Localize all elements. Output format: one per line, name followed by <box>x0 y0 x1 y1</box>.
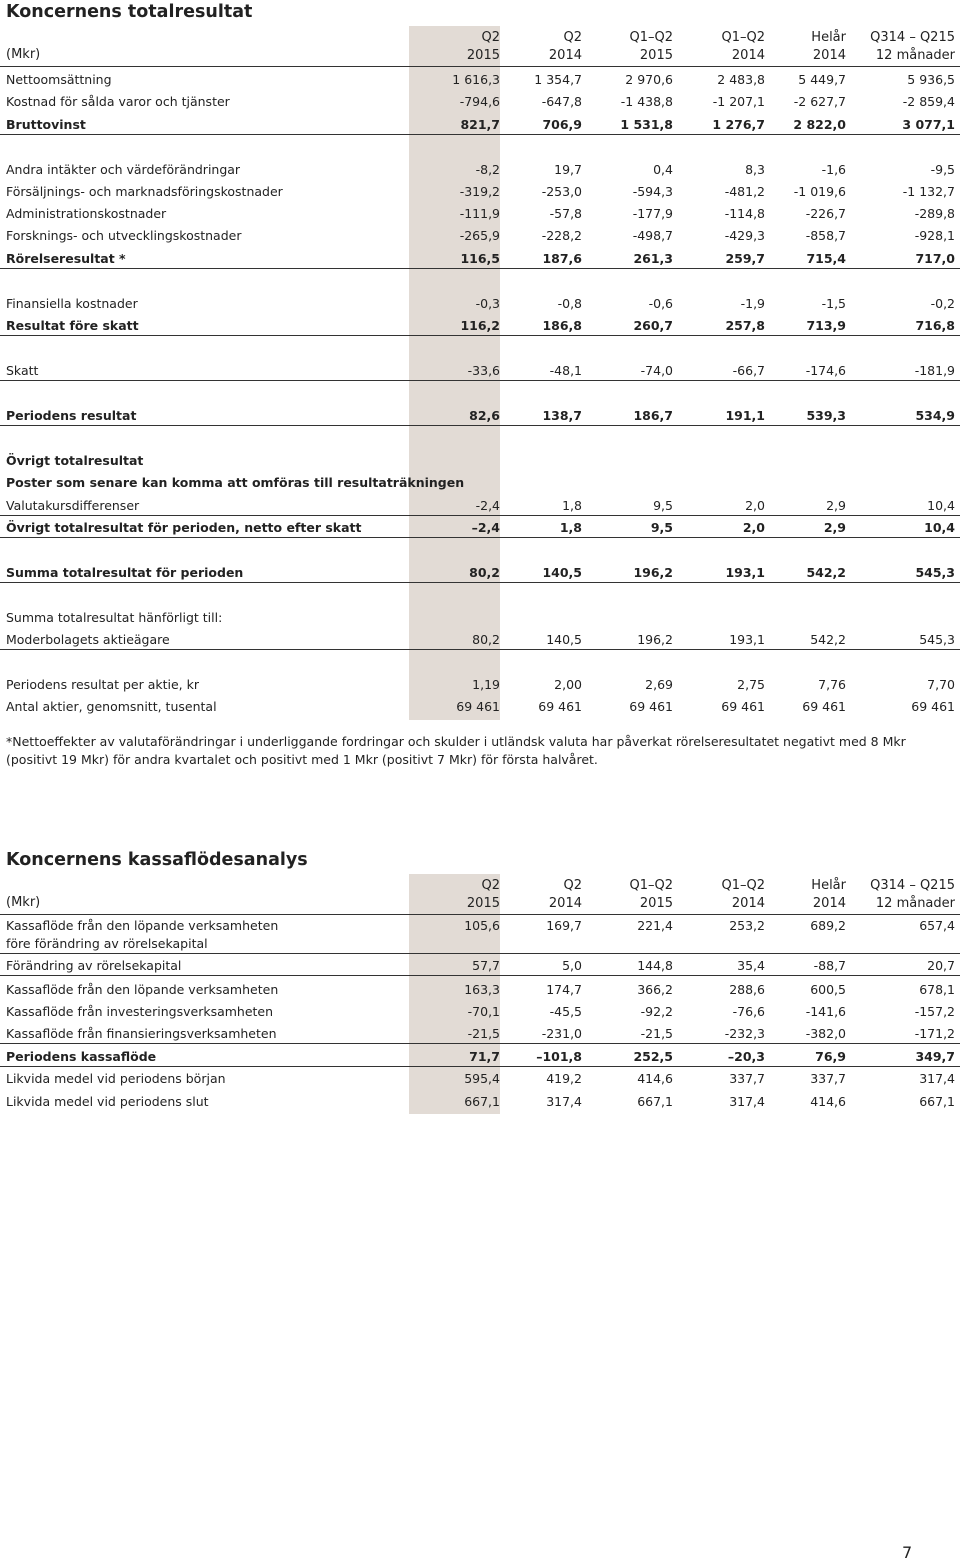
cell-value: 1,8 <box>559 520 582 535</box>
cell-value: 595,4 <box>464 1071 500 1086</box>
income-row <box>0 630 960 650</box>
cell-value: 1 276,7 <box>712 117 765 132</box>
income-row <box>0 473 960 493</box>
page-number: 7 <box>902 1543 913 1562</box>
row-label: Övrigt totalresultat för perioden, netto efter skatt <box>6 520 362 535</box>
column-header: Q314 – Q215 12 månader <box>870 878 955 911</box>
row-divider <box>0 380 960 381</box>
row-divider <box>0 649 960 650</box>
row-label: Moderbolagets aktieägare <box>6 632 170 647</box>
column-header: Q1–Q2 2015 <box>629 878 673 911</box>
cell-value: 193,1 <box>729 632 765 647</box>
cell-value: 366,2 <box>637 982 673 997</box>
cell-value: 2 483,8 <box>717 72 765 87</box>
cell-value: 186,7 <box>633 408 673 423</box>
cell-value: 9,5 <box>653 498 673 513</box>
header-underline <box>0 66 960 67</box>
cell-value: -114,8 <box>724 206 765 221</box>
cell-value: 80,2 <box>472 632 500 647</box>
cell-value: 657,4 <box>919 918 955 933</box>
cell-value: 252,5 <box>633 1049 673 1064</box>
cell-value: 667,1 <box>919 1094 955 1109</box>
row-label: Poster som senare kan komma att omföras till resultaträkningen <box>6 475 465 490</box>
row-divider <box>0 975 960 976</box>
cell-value: -21,5 <box>467 1026 500 1041</box>
cell-value: 116,2 <box>460 318 500 333</box>
cell-value: 193,1 <box>725 565 765 580</box>
income-row <box>0 115 960 135</box>
cashflow-row <box>0 1069 960 1089</box>
footnote: *Nettoeffekter av valutaförändringar i underliggande fordringar och skulder i utländsk valuta har påverkat rörelseresultatet negativt med 8 Mkr (positivt 19 Mkr) för andra kvartalet och positivt med 1 Mkr (positivt 7 Mkr) för första halvåret. <box>6 734 906 767</box>
cell-value: -141,6 <box>805 1004 846 1019</box>
row-label: Finansiella kostnader <box>6 296 138 311</box>
cell-value: 667,1 <box>464 1094 500 1109</box>
cell-value: 5 936,5 <box>907 72 955 87</box>
cell-value: 82,6 <box>469 408 500 423</box>
column-header: Q2 2015 <box>466 30 500 63</box>
cell-value: -2 859,4 <box>902 94 955 109</box>
cell-value: 80,2 <box>469 565 500 580</box>
cell-value: 69 461 <box>538 699 582 714</box>
unit-label: (Mkr) <box>6 895 41 910</box>
cell-value: 414,6 <box>637 1071 673 1086</box>
cashflow-row <box>0 1092 960 1112</box>
cell-value: 821,7 <box>460 117 500 132</box>
column-header: Q2 2014 <box>548 30 582 63</box>
cell-value: 317,4 <box>729 1094 765 1109</box>
cell-value: -0,6 <box>648 296 673 311</box>
cell-value: –20,3 <box>727 1049 765 1064</box>
cell-value: -1 132,7 <box>902 184 955 199</box>
row-divider <box>0 268 960 269</box>
row-label: Kassaflöde från finansieringsverksamheten <box>6 1026 277 1041</box>
cell-value: 349,7 <box>915 1049 955 1064</box>
cell-value: 545,3 <box>915 565 955 580</box>
cell-value: -226,7 <box>805 206 846 221</box>
cell-value: 2,75 <box>737 677 765 692</box>
row-label: Skatt <box>6 363 39 378</box>
column-header: Q2 2014 <box>548 878 582 911</box>
cell-value: 7,70 <box>927 677 955 692</box>
cell-value: 260,7 <box>633 318 673 333</box>
cell-value: 2,69 <box>645 677 673 692</box>
cell-value: 19,7 <box>554 162 582 177</box>
cell-value: 9,5 <box>650 520 673 535</box>
row-divider <box>0 134 960 135</box>
row-label: Bruttovinst <box>6 117 86 132</box>
column-header: Helår 2014 <box>811 878 846 911</box>
cell-value: 20,7 <box>927 958 955 973</box>
row-label: Administrationskostnader <box>6 206 167 221</box>
cashflow-row <box>0 1024 960 1044</box>
cell-value: 116,5 <box>460 251 500 266</box>
cell-value: -228,2 <box>541 228 582 243</box>
cell-value: 191,1 <box>725 408 765 423</box>
cell-value: -111,9 <box>459 206 500 221</box>
column-header: Q1–Q2 2014 <box>721 878 765 911</box>
cashflow-row <box>0 1002 960 1022</box>
cell-value: 261,3 <box>633 251 673 266</box>
cell-value: -429,3 <box>724 228 765 243</box>
cell-value: 337,7 <box>729 1071 765 1086</box>
cell-value: 419,2 <box>546 1071 582 1086</box>
cell-value: 10,4 <box>927 498 955 513</box>
cell-value: -319,2 <box>459 184 500 199</box>
cell-value: 713,9 <box>806 318 846 333</box>
cell-value: –101,8 <box>536 1049 582 1064</box>
cell-value: 221,4 <box>637 918 673 933</box>
cell-value: -289,8 <box>914 206 955 221</box>
cell-value: 667,1 <box>637 1094 673 1109</box>
cashflow-title: Koncernens kassaflödesanalys <box>6 850 308 870</box>
cell-value: 1,8 <box>562 498 582 513</box>
income-row <box>0 204 960 224</box>
cell-value: -794,6 <box>459 94 500 109</box>
cell-value: 196,2 <box>633 565 673 580</box>
row-label: Periodens resultat <box>6 408 137 423</box>
cell-value: 8,3 <box>745 162 765 177</box>
income-row <box>0 675 960 695</box>
cashflow-header <box>0 877 960 913</box>
cell-value: 706,9 <box>542 117 582 132</box>
cell-value: -157,2 <box>914 1004 955 1019</box>
row-label: Försäljnings- och marknadsföringskostnader <box>6 184 283 199</box>
cashflow-row <box>0 980 960 1000</box>
cell-value: 2,9 <box>823 520 846 535</box>
income-row <box>0 226 960 246</box>
cell-value: 5,0 <box>562 958 582 973</box>
cell-value: 10,4 <box>924 520 955 535</box>
cell-value: -647,8 <box>541 94 582 109</box>
cell-value: 1 354,7 <box>534 72 582 87</box>
cell-value: 337,7 <box>810 1071 846 1086</box>
cell-value: 144,8 <box>637 958 673 973</box>
row-divider <box>0 582 960 583</box>
cell-value: 2,0 <box>745 498 765 513</box>
cell-value: -253,0 <box>541 184 582 199</box>
cell-value: 717,0 <box>915 251 955 266</box>
income-row <box>0 182 960 202</box>
income-row <box>0 518 960 538</box>
cell-value: 3 077,1 <box>902 117 955 132</box>
income-row <box>0 608 960 628</box>
cell-value: -74,0 <box>640 363 673 378</box>
cell-value: 196,2 <box>637 632 673 647</box>
header-underline <box>0 914 960 915</box>
row-label: Summa totalresultat för perioden <box>6 565 244 580</box>
row-label: Periodens kassaflöde <box>6 1049 157 1064</box>
cell-value: -92,2 <box>640 1004 673 1019</box>
cell-value: 542,2 <box>810 632 846 647</box>
income-row <box>0 563 960 583</box>
row-label: Likvida medel vid periodens början <box>6 1071 226 1086</box>
cell-value: -1,5 <box>821 296 846 311</box>
row-label: Övrigt totalresultat <box>6 453 144 468</box>
cell-value: 69 461 <box>911 699 955 714</box>
cell-value: 69 461 <box>456 699 500 714</box>
row-divider <box>0 953 960 954</box>
cell-value: 1 616,3 <box>452 72 500 87</box>
cell-value: -382,0 <box>805 1026 846 1041</box>
cell-value: 140,5 <box>542 565 582 580</box>
cell-value: 600,5 <box>810 982 846 997</box>
cashflow-row <box>0 956 960 976</box>
cell-value: -181,9 <box>914 363 955 378</box>
row-label: Forsknings- och utvecklingskostnader <box>6 228 242 243</box>
cell-value: 174,7 <box>546 982 582 997</box>
cell-value: -76,6 <box>732 1004 765 1019</box>
cell-value: 163,3 <box>464 982 500 997</box>
cell-value: 1 531,8 <box>620 117 673 132</box>
cell-value: 5 449,7 <box>798 72 846 87</box>
income-row <box>0 451 960 471</box>
cell-value: -2,4 <box>475 498 500 513</box>
row-label: Kostnad för sålda varor och tjänster <box>6 94 230 109</box>
cell-value: -66,7 <box>732 363 765 378</box>
cell-value: 2,00 <box>554 677 582 692</box>
cell-value: 169,7 <box>546 918 582 933</box>
cell-value: 0,4 <box>653 162 673 177</box>
income-row <box>0 160 960 180</box>
row-label: Kassaflöde från den löpande verksamheten före förändring av rörelsekapital <box>6 918 279 951</box>
income-row <box>0 92 960 112</box>
income-row <box>0 316 960 336</box>
cell-value: -177,9 <box>632 206 673 221</box>
cell-value: -1,9 <box>740 296 765 311</box>
cell-value: 187,6 <box>542 251 582 266</box>
cell-value: -9,5 <box>930 162 955 177</box>
cell-value: -858,7 <box>805 228 846 243</box>
cell-value: 534,9 <box>915 408 955 423</box>
cell-value: 542,2 <box>806 565 846 580</box>
cell-value: -265,9 <box>459 228 500 243</box>
cell-value: 716,8 <box>915 318 955 333</box>
income-row <box>0 406 960 426</box>
row-label: Förändring av rörelsekapital <box>6 958 182 973</box>
cell-value: -1,6 <box>821 162 846 177</box>
income-row <box>0 697 960 717</box>
cell-value: -171,2 <box>914 1026 955 1041</box>
cell-value: -48,1 <box>549 363 582 378</box>
cell-value: -498,7 <box>632 228 673 243</box>
income-row <box>0 249 960 269</box>
cell-value: -1 438,8 <box>620 94 673 109</box>
cell-value: -57,8 <box>549 206 582 221</box>
cell-value: 257,8 <box>725 318 765 333</box>
unit-label: (Mkr) <box>6 47 41 62</box>
cell-value: 69 461 <box>802 699 846 714</box>
cell-value: 69 461 <box>721 699 765 714</box>
cell-value: 253,2 <box>729 918 765 933</box>
cell-value: 317,4 <box>546 1094 582 1109</box>
cell-value: -1 207,1 <box>712 94 765 109</box>
income-row <box>0 496 960 516</box>
cell-value: 715,4 <box>806 251 846 266</box>
income-row <box>0 70 960 90</box>
cell-value: 2,0 <box>742 520 765 535</box>
row-label: Likvida medel vid periodens slut <box>6 1094 209 1109</box>
row-divider <box>0 1043 960 1044</box>
cell-value: -33,6 <box>467 363 500 378</box>
cell-value: -45,5 <box>549 1004 582 1019</box>
column-header: Helår 2014 <box>811 30 846 63</box>
cell-value: -174,6 <box>805 363 846 378</box>
row-label: Rörelseresultat * <box>6 251 126 266</box>
cell-value: -2 627,7 <box>793 94 846 109</box>
cell-value: 2,9 <box>826 498 846 513</box>
cell-value: 7,76 <box>818 677 846 692</box>
cell-value: -928,1 <box>914 228 955 243</box>
income-title: Koncernens totalresultat <box>6 2 253 22</box>
cell-value: -231,0 <box>541 1026 582 1041</box>
row-label: Summa totalresultat hänförligt till: <box>6 610 223 625</box>
cell-value: 678,1 <box>919 982 955 997</box>
cell-value: –2,4 <box>471 520 500 535</box>
cell-value: 2 970,6 <box>625 72 673 87</box>
cell-value: 539,3 <box>806 408 846 423</box>
cell-value: 138,7 <box>542 408 582 423</box>
cell-value: -21,5 <box>640 1026 673 1041</box>
cell-value: -232,3 <box>724 1026 765 1041</box>
cell-value: 71,7 <box>469 1049 500 1064</box>
cell-value: 35,4 <box>737 958 765 973</box>
row-label: Resultat före skatt <box>6 318 139 333</box>
cell-value: -0,3 <box>475 296 500 311</box>
row-label: Nettoomsättning <box>6 72 112 87</box>
cell-value: 140,5 <box>546 632 582 647</box>
cashflow-row <box>0 916 960 954</box>
cell-value: -88,7 <box>813 958 846 973</box>
row-label: Kassaflöde från den löpande verksamheten <box>6 982 279 997</box>
row-label: Periodens resultat per aktie, kr <box>6 677 199 692</box>
cell-value: -481,2 <box>724 184 765 199</box>
row-label: Kassaflöde från investeringsverksamheten <box>6 1004 274 1019</box>
cell-value: 76,9 <box>815 1049 846 1064</box>
cell-value: 1,19 <box>472 677 500 692</box>
income-header <box>0 29 960 65</box>
cell-value: 259,7 <box>725 251 765 266</box>
cell-value: 288,6 <box>729 982 765 997</box>
row-divider <box>0 537 960 538</box>
column-header: Q2 2015 <box>466 878 500 911</box>
row-label: Andra intäkter och värdeförändringar <box>6 162 241 177</box>
cashflow-row <box>0 1047 960 1067</box>
cell-value: -0,8 <box>557 296 582 311</box>
cell-value: -70,1 <box>467 1004 500 1019</box>
cell-value: 186,8 <box>542 318 582 333</box>
cell-value: 317,4 <box>919 1071 955 1086</box>
column-header: Q1–Q2 2015 <box>629 30 673 63</box>
cell-value: -8,2 <box>475 162 500 177</box>
cell-value: 2 822,0 <box>793 117 846 132</box>
column-header: Q1–Q2 2014 <box>721 30 765 63</box>
row-label: Valutakursdifferenser <box>6 498 140 513</box>
cell-value: 545,3 <box>919 632 955 647</box>
income-row <box>0 361 960 381</box>
cell-value: 414,6 <box>810 1094 846 1109</box>
row-divider <box>0 425 960 426</box>
row-divider <box>0 515 960 516</box>
cell-value: 57,7 <box>472 958 500 973</box>
cell-value: -0,2 <box>930 296 955 311</box>
column-header: Q314 – Q215 12 månader <box>870 30 955 63</box>
cell-value: 105,6 <box>464 918 500 933</box>
row-divider <box>0 1066 960 1067</box>
cell-value: 69 461 <box>629 699 673 714</box>
row-label: Antal aktier, genomsnitt, tusental <box>6 699 217 714</box>
cell-value: -1 019,6 <box>793 184 846 199</box>
income-row <box>0 294 960 314</box>
cell-value: 689,2 <box>810 918 846 933</box>
cell-value: -594,3 <box>632 184 673 199</box>
row-divider <box>0 335 960 336</box>
